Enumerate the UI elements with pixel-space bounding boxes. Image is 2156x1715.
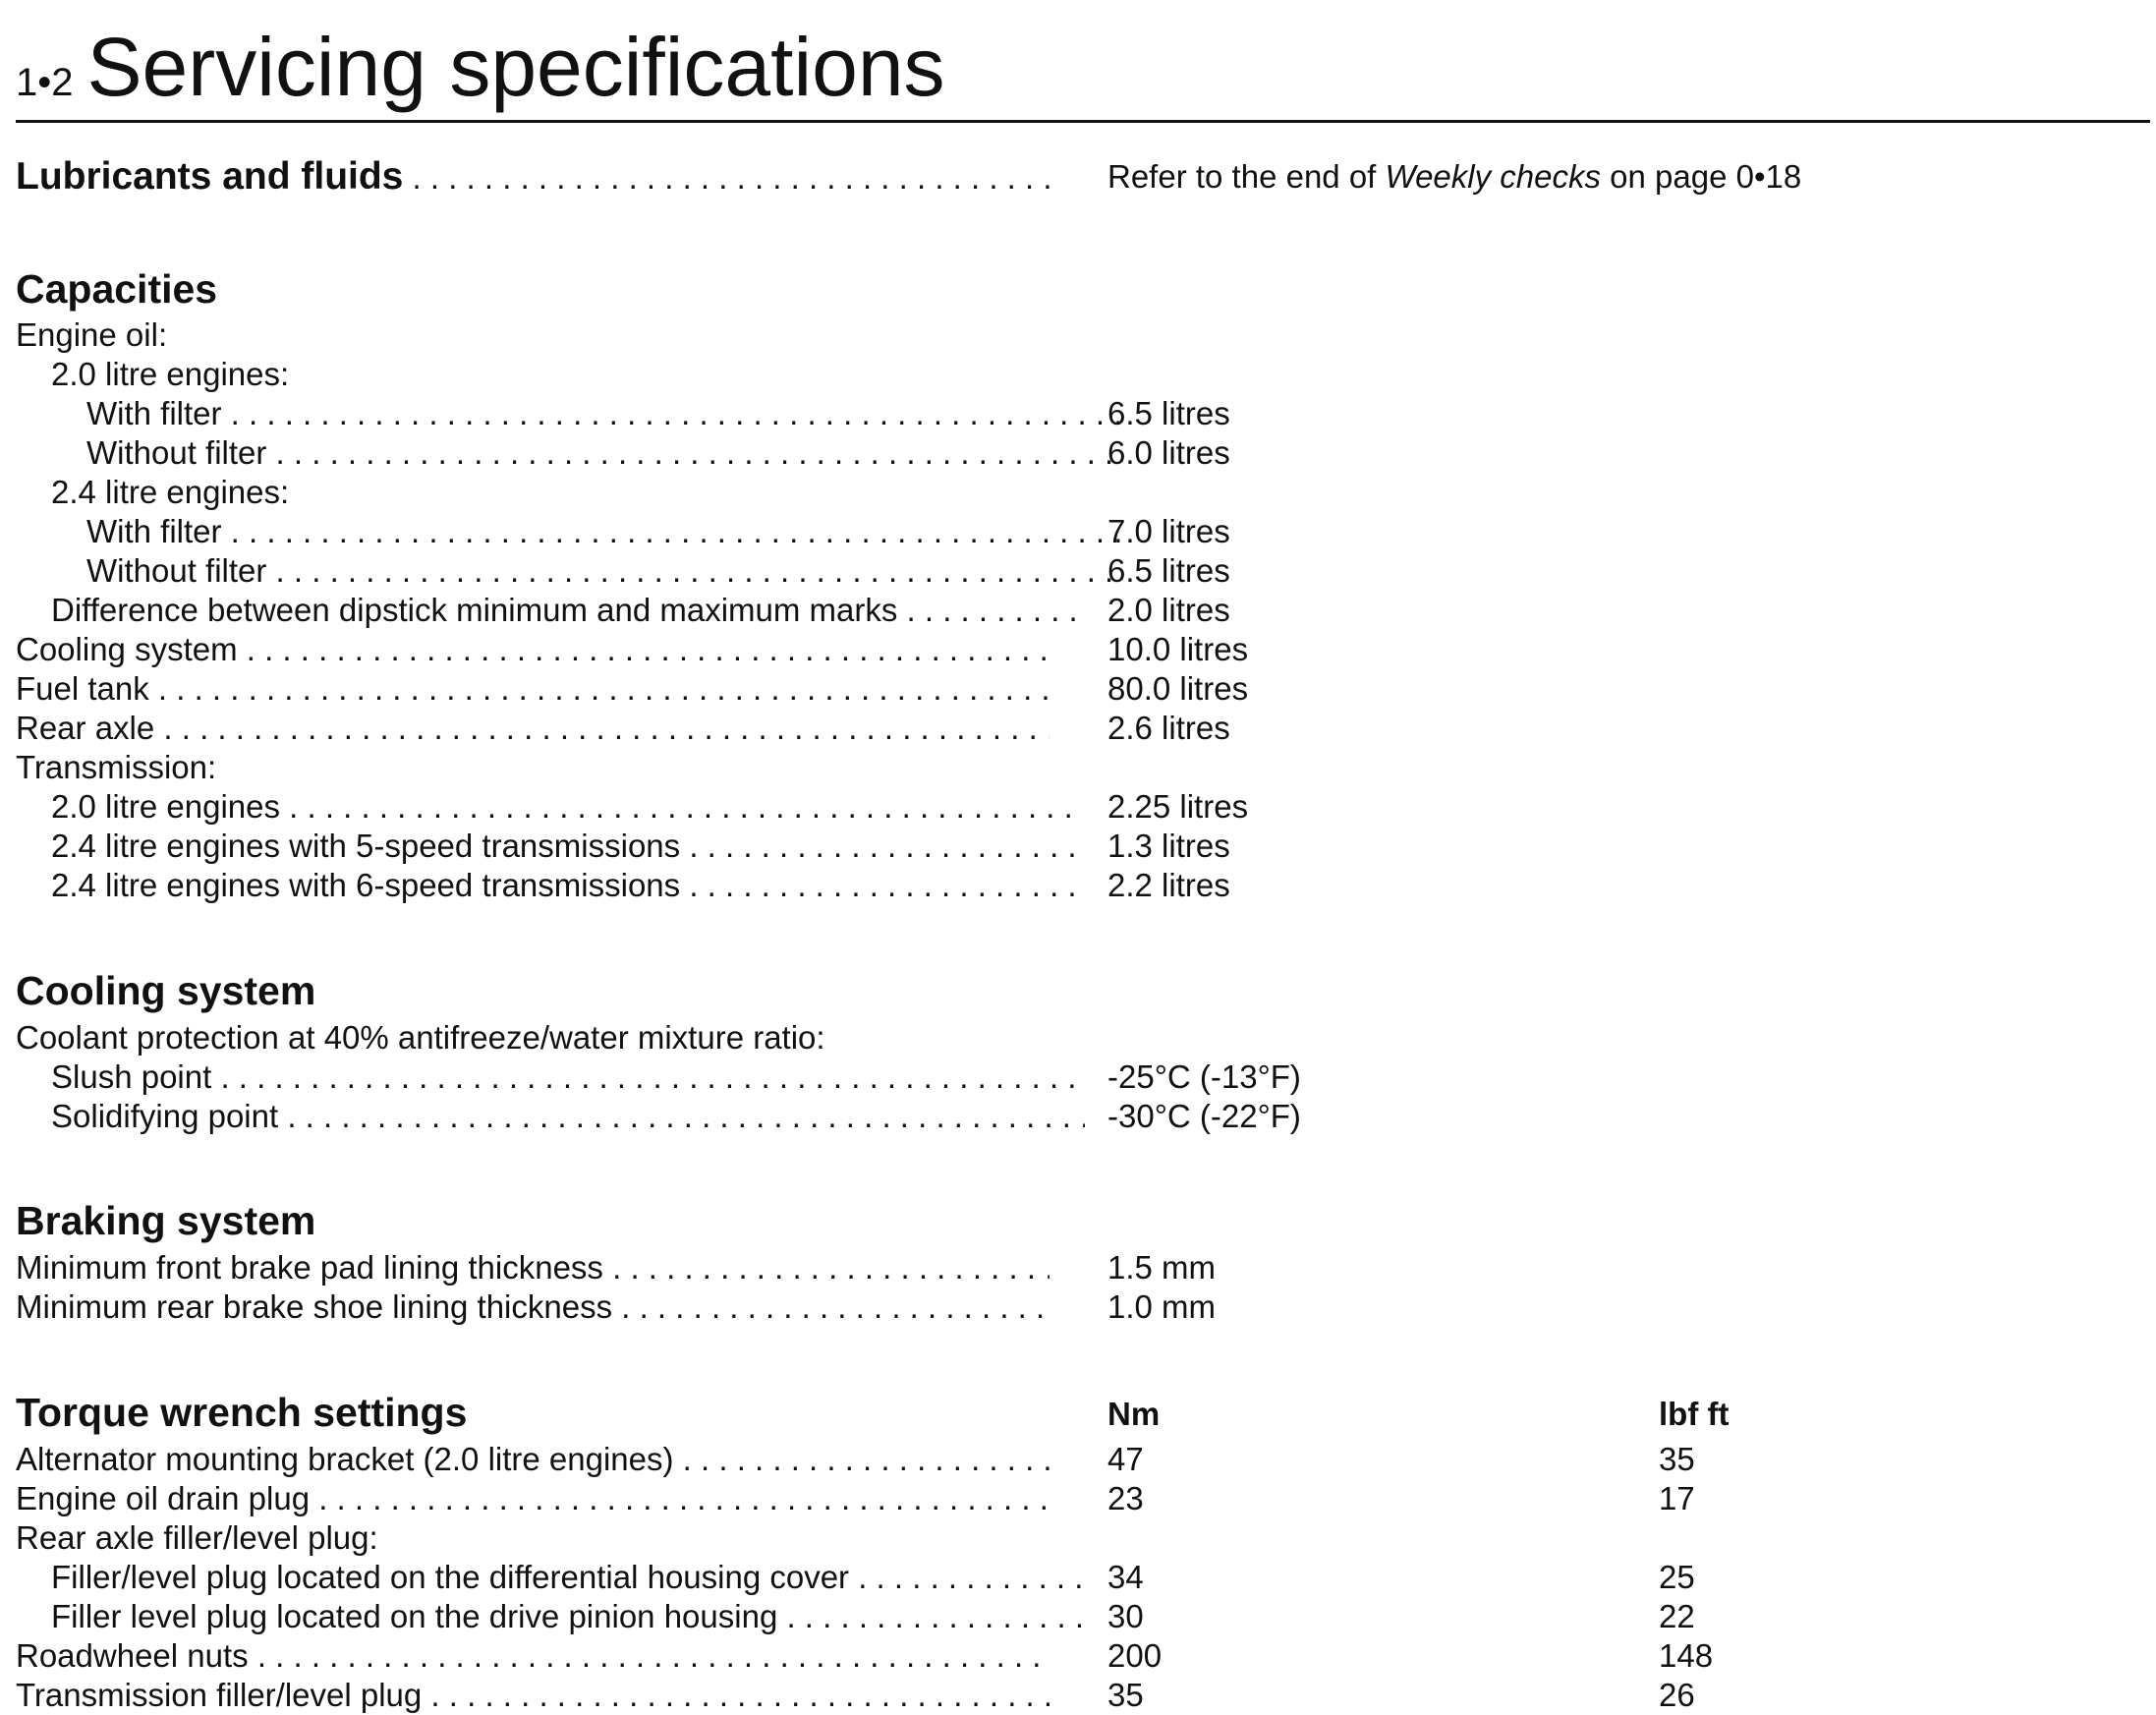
lubricants-value-suffix: on page 0•18 xyxy=(1600,158,1802,195)
roadwheel-label: Roadwheel nuts xyxy=(16,1637,249,1674)
diff-cover-nm: 34 xyxy=(1107,1559,1144,1595)
e24-without-label: Without filter xyxy=(86,552,267,589)
trans-plug-label: Transmission filler/level plug xyxy=(16,1677,423,1713)
pinion-label: Filler level plug located on the drive pinion housing xyxy=(51,1598,778,1634)
drain-plug-label: Engine oil drain plug xyxy=(16,1480,311,1516)
solidifying-point-label: Solidifying point xyxy=(51,1098,279,1134)
cooling-capacity-label: Cooling system xyxy=(16,631,238,667)
t24-5-value: 1.3 litres xyxy=(1107,828,1230,864)
diff-cover-label: Filler/level plug located on the differential housing cover xyxy=(51,1559,850,1595)
rear-shoe-value: 1.0 mm xyxy=(1107,1288,1217,1325)
slush-point-label: Slush point xyxy=(51,1058,212,1095)
rear-axle-label: Rear axle xyxy=(16,710,155,746)
t24-5-label: 2.4 litre engines with 5-speed transmissions xyxy=(51,828,681,864)
rear-shoe-label: Minimum rear brake shoe lining thickness xyxy=(16,1288,613,1325)
t24-6-label: 2.4 litre engines with 6-speed transmissions xyxy=(51,867,681,903)
engine-oil-label: Engine oil: xyxy=(16,316,168,353)
e24-without-value: 6.5 litres xyxy=(1107,552,1230,589)
diff-cover-lbf: 25 xyxy=(1659,1559,1695,1595)
t20-value: 2.25 litres xyxy=(1107,788,1249,825)
coolant-protection-label: Coolant protection at 40% antifreeze/water mixture ratio: xyxy=(16,1019,825,1056)
e20-with-value: 6.5 litres xyxy=(1107,395,1230,431)
alternator-nm: 47 xyxy=(1107,1441,1144,1477)
column-header-lbf: lbf ft xyxy=(1659,1396,1730,1432)
lubricants-value-prefix: Refer to the end of xyxy=(1107,158,1386,195)
drain-plug-lbf: 17 xyxy=(1659,1480,1695,1516)
t24-6-value: 2.2 litres xyxy=(1107,867,1230,903)
cooling-system-heading: Cooling system xyxy=(16,968,316,1013)
trans-plug-lbf: 26 xyxy=(1659,1677,1695,1713)
page-number: 1•2 xyxy=(16,61,74,104)
torque-heading: Torque wrench settings xyxy=(16,1390,468,1435)
front-pad-label: Minimum front brake pad lining thickness xyxy=(16,1249,603,1286)
e24-with-label: With filter xyxy=(86,513,222,549)
e24-label: 2.4 litre engines: xyxy=(51,474,290,510)
page-title: Servicing specifications xyxy=(86,21,945,113)
drain-plug-nm: 23 xyxy=(1107,1480,1144,1516)
e20-with-label: With filter xyxy=(86,395,222,431)
lubricants-label-cell xyxy=(16,157,1050,197)
e20-without-label: Without filter xyxy=(86,434,267,471)
trans-plug-nm: 35 xyxy=(1107,1677,1144,1713)
cooling-capacity-value: 10.0 litres xyxy=(1107,631,1249,667)
braking-system-heading: Braking system xyxy=(16,1198,316,1243)
lubricants-value-italic: Weekly checks xyxy=(1385,158,1601,195)
t20-label: 2.0 litre engines xyxy=(51,788,280,825)
alternator-label: Alternator mounting bracket (2.0 litre engines) xyxy=(16,1441,674,1477)
pinion-lbf: 22 xyxy=(1659,1598,1695,1634)
rear-axle-plug-label: Rear axle filler/level plug: xyxy=(16,1519,378,1556)
column-header-nm: Nm xyxy=(1107,1396,1161,1432)
rear-axle-value: 2.6 litres xyxy=(1107,710,1230,746)
transmission-label: Transmission: xyxy=(16,749,217,785)
solidifying-point-value: -30°C (-22°F) xyxy=(1107,1098,1301,1134)
pinion-nm: 30 xyxy=(1107,1598,1144,1634)
page-header xyxy=(16,20,945,115)
dipstick-label: Difference between dipstick minimum and maximum marks xyxy=(51,592,898,628)
fuel-tank-label: Fuel tank xyxy=(16,670,149,707)
capacities-heading: Capacities xyxy=(16,266,218,312)
header-rule xyxy=(16,120,2150,123)
roadwheel-nm: 200 xyxy=(1107,1637,1163,1674)
alternator-lbf: 35 xyxy=(1659,1441,1695,1477)
slush-point-value: -25°C (-13°F) xyxy=(1107,1058,1301,1095)
e24-with-value: 7.0 litres xyxy=(1107,513,1230,549)
lubricants-value xyxy=(1107,157,1801,197)
front-pad-value: 1.5 mm xyxy=(1107,1249,1217,1286)
dipstick-value: 2.0 litres xyxy=(1107,592,1230,628)
roadwheel-lbf: 148 xyxy=(1659,1637,1714,1674)
e20-label: 2.0 litre engines: xyxy=(51,356,290,392)
lubricants-label: Lubricants and fluids xyxy=(16,157,404,197)
fuel-tank-value: 80.0 litres xyxy=(1107,670,1249,707)
e20-without-value: 6.0 litres xyxy=(1107,434,1230,471)
